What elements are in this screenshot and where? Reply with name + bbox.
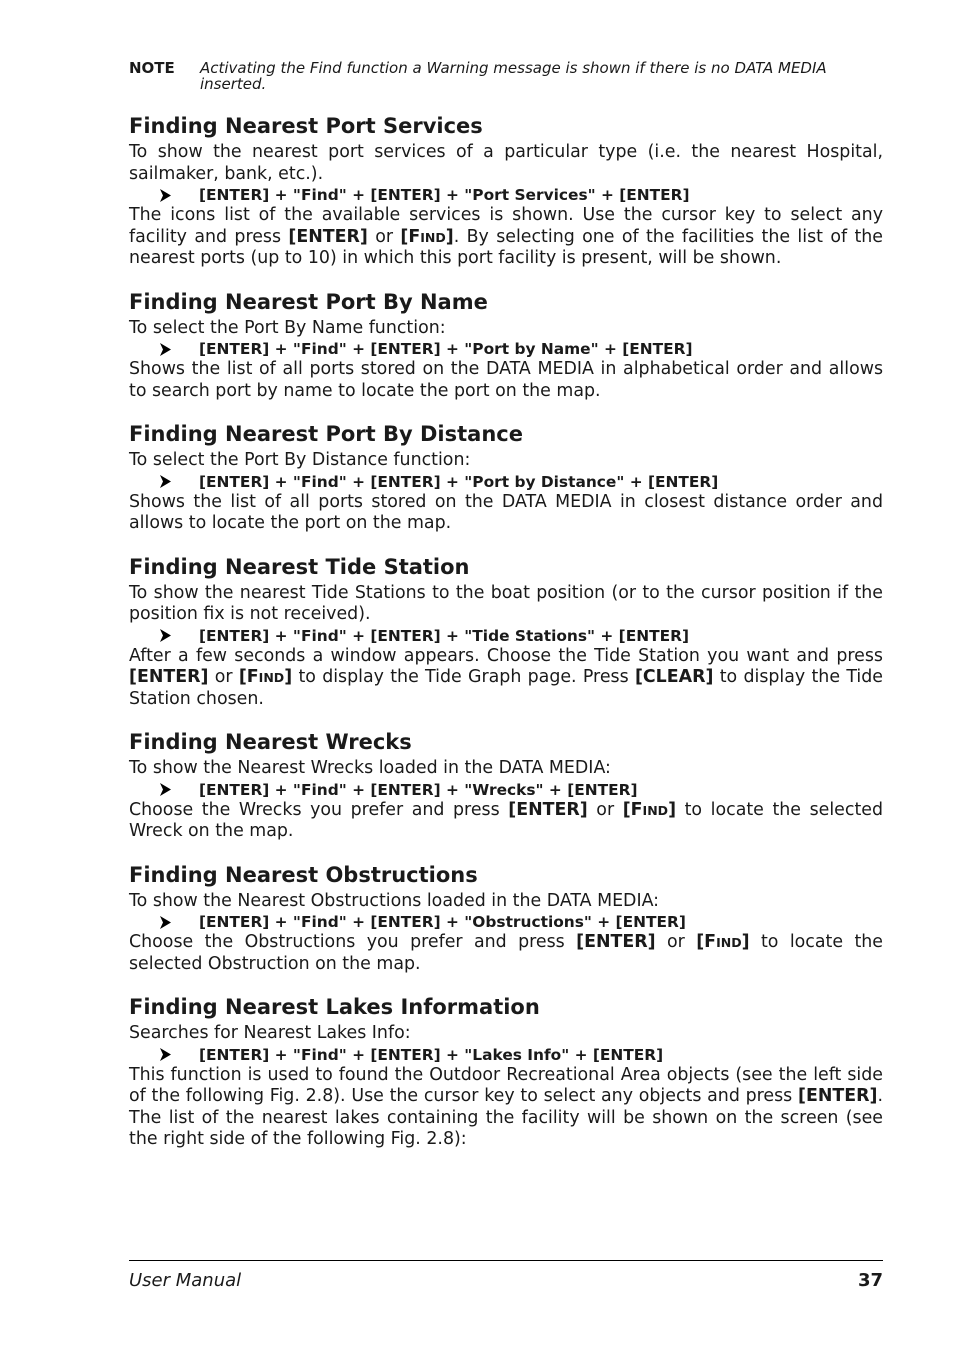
section-title: Finding Nearest Obstructions xyxy=(129,862,478,887)
page-footer xyxy=(129,1260,883,1291)
section-title: Finding Nearest Port By Distance xyxy=(129,422,523,446)
section-port-services xyxy=(129,113,883,270)
note xyxy=(129,60,883,92)
section-tide-station xyxy=(129,554,883,711)
command-text: [ENTER] + "Find" + [ENTER] + "Port by Distance" + [ENTER] xyxy=(199,472,719,491)
section-title: Finding Nearest Wrecks xyxy=(129,730,412,754)
command-line xyxy=(159,185,883,205)
key-enter: [ENTER] xyxy=(576,932,656,952)
arrow-right-icon xyxy=(159,629,171,642)
arrow-right-icon xyxy=(159,189,171,202)
section-intro: To select the Port By Name function: xyxy=(129,317,446,338)
key-enter: [ENTER] xyxy=(798,1086,878,1106)
key-find: [FIND] xyxy=(622,799,677,820)
key-clear: [CLEAR] xyxy=(634,667,714,687)
section-body: After a few seconds a window appears. Choose the Tide Station you want and press [ENTER] or [FIND] to display the Tide Graph page. Press [CLEAR] to display the Tide Station chosen. xyxy=(129,645,883,709)
section-body: The icons list of the available services is shown. Use the cursor key to select any facility and press [ENTER] or [FIND]. By selecting one of the facilities the list of the nearest ports (up to 10) in which this port facility is present, will be shown. xyxy=(129,205,884,268)
key-find: [FIND] xyxy=(696,932,750,952)
command-line xyxy=(159,626,883,646)
key-enter: [ENTER] xyxy=(129,667,209,687)
arrow-right-icon xyxy=(159,783,171,796)
section-body: Choose the Obstructions you prefer and press [ENTER] or [FIND] to locate the selected Obstruction on the map. xyxy=(129,932,883,974)
command-text: [ENTER] + "Find" + [ENTER] + "Wrecks" + [ENTER] xyxy=(199,780,638,799)
command-text: [ENTER] + "Find" + [ENTER] + "Lakes Info" + [ENTER] xyxy=(199,1045,664,1064)
section-intro: To show the nearest Tide Stations to the boat position (or to the cursor position if the position fix is not received). xyxy=(129,582,883,624)
command-text: [ENTER] + "Find" + [ENTER] + "Tide Stations" + [ENTER] xyxy=(199,626,689,645)
arrow-right-icon xyxy=(159,343,171,356)
note-text: Activating the Find function a Warning message is shown if there is no DATA MEDIA inserted. xyxy=(200,59,827,93)
page-content xyxy=(129,60,883,1170)
note-label: NOTE xyxy=(129,59,175,77)
arrow-right-icon xyxy=(159,1048,171,1061)
command-text: [ENTER] + "Find" + [ENTER] + "Obstructions" + [ENTER] xyxy=(199,913,686,931)
command-text: [ENTER] + "Find" + [ENTER] + "Port by Name" + [ENTER] xyxy=(199,340,693,358)
arrow-right-icon xyxy=(159,475,171,488)
section-title: Finding Nearest Port Services xyxy=(129,114,483,138)
key-enter: [ENTER] xyxy=(288,226,368,247)
command-line xyxy=(159,780,883,800)
command-text: [ENTER] + "Find" + [ENTER] + "Port Services" + [ENTER] xyxy=(199,186,690,204)
section-port-by-distance xyxy=(129,421,883,535)
command-line xyxy=(159,472,883,492)
page-number: 37 xyxy=(857,1270,883,1291)
command-line xyxy=(159,912,883,932)
section-obstructions xyxy=(129,862,883,976)
command-line xyxy=(159,1045,883,1065)
key-find: [FIND] xyxy=(238,667,293,687)
section-lakes-information xyxy=(129,994,883,1151)
section-body: Shows the list of all ports stored on the DATA MEDIA in alphabetical order and allows to search port by name to locate the port on the map. xyxy=(129,359,883,401)
section-title: Finding Nearest Port By Name xyxy=(129,289,488,314)
section-wrecks xyxy=(129,729,883,843)
footer-title: User Manual xyxy=(129,1270,242,1291)
section-body: Choose the Wrecks you prefer and press [ENTER] or [FIND] to locate the selected Wreck on the map. xyxy=(129,799,883,841)
key-find: [FIND] xyxy=(400,226,454,247)
section-title: Finding Nearest Tide Station xyxy=(129,554,470,579)
section-intro: To show the Nearest Wrecks loaded in the DATA MEDIA: xyxy=(129,758,611,778)
section-title: Finding Nearest Lakes Information xyxy=(129,995,540,1019)
section-intro: To show the Nearest Obstructions loaded in the DATA MEDIA: xyxy=(129,890,660,911)
section-intro: Searches for Nearest Lakes Info: xyxy=(129,1023,411,1043)
section-port-by-name xyxy=(129,289,883,403)
key-enter: [ENTER] xyxy=(508,799,588,820)
section-intro: To select the Port By Distance function: xyxy=(129,450,471,470)
arrow-right-icon xyxy=(159,916,171,929)
section-body: Shows the list of all ports stored on the DATA MEDIA in closest distance order and allows to locate the port on the map. xyxy=(129,491,883,533)
section-intro: To show the nearest port services of a particular type (i.e. the nearest Hospital, sailmaker, bank, etc.). xyxy=(129,142,883,184)
command-line xyxy=(159,339,883,359)
section-body: This function is used to found the Outdoor Recreational Area objects (see the left side of the following Fig. 2.8). Use the cursor key to select any objects and press [ENTER]. The list of the nearest lakes containing the facility will be shown on the screen (see the right side of the following Fig. 2.8): xyxy=(129,1064,883,1149)
